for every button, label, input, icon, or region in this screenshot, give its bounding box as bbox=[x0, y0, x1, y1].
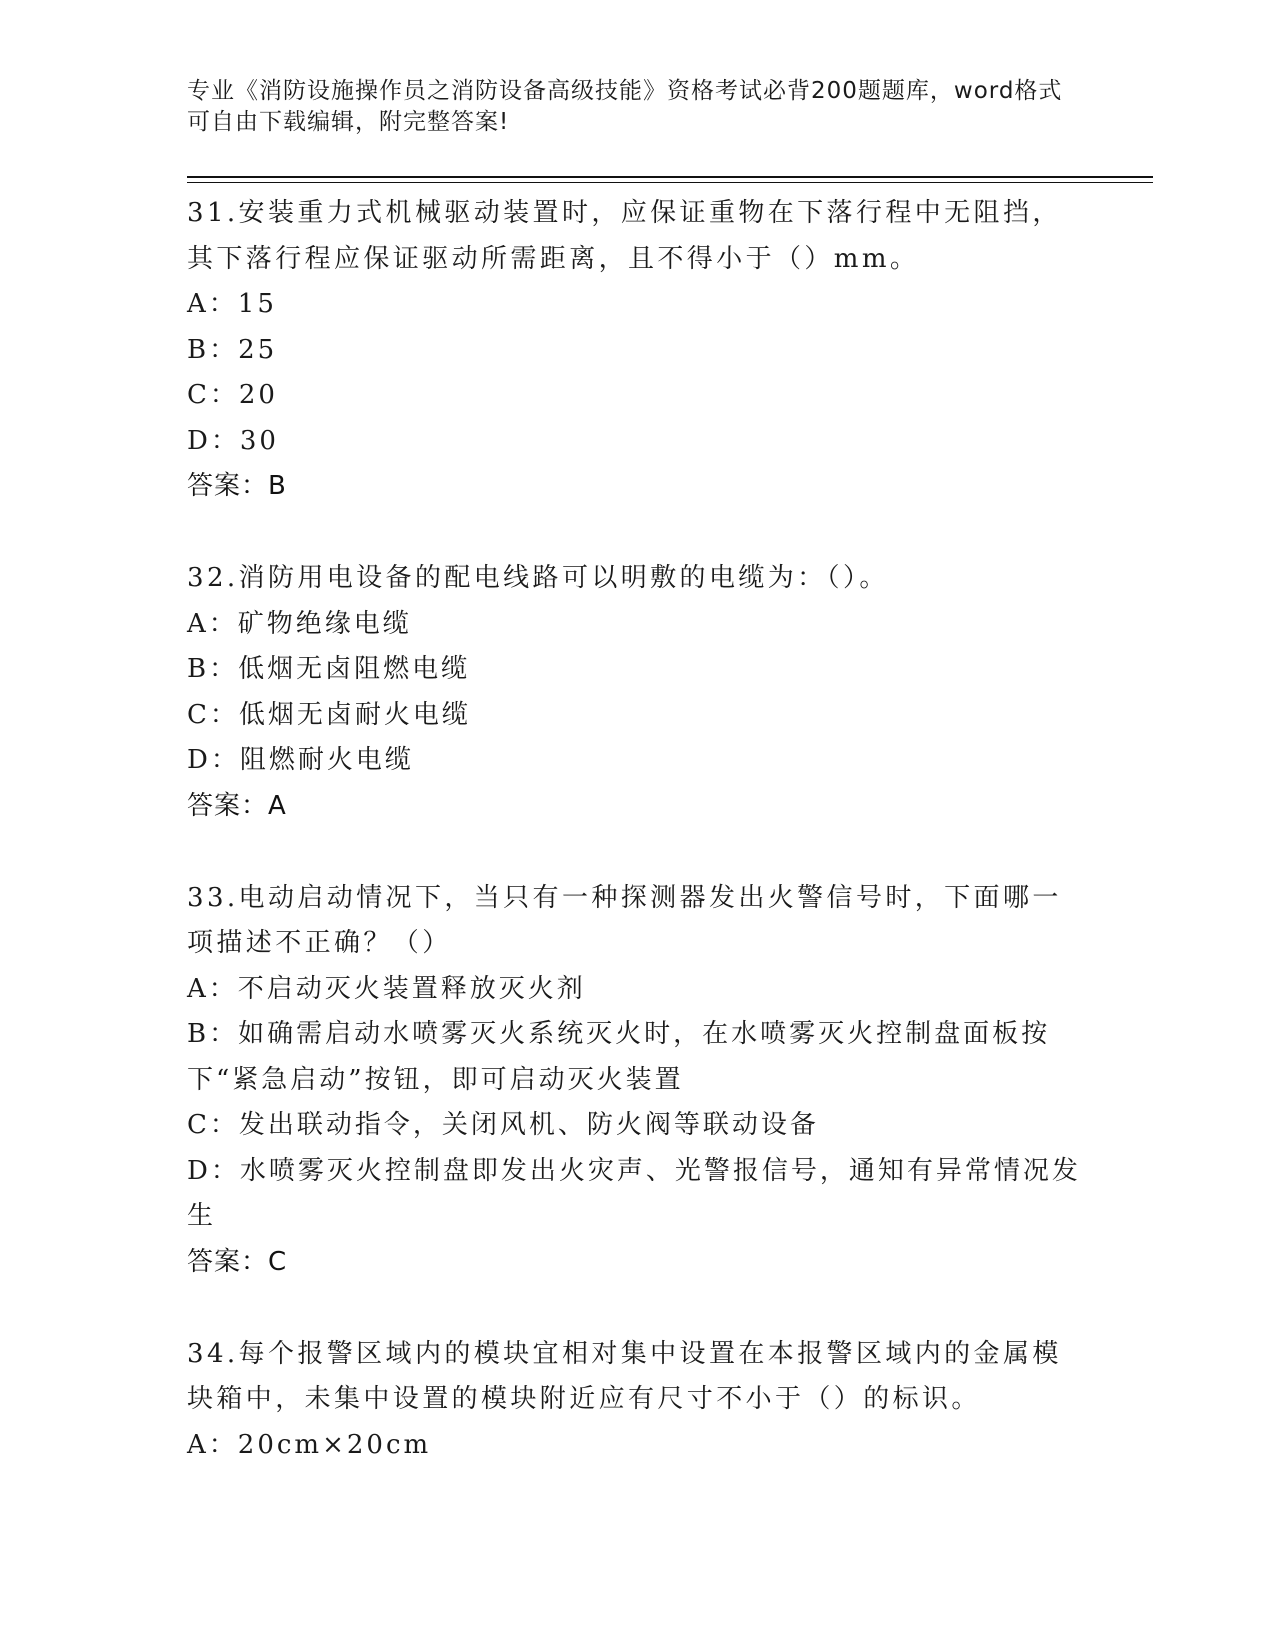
question-item bbox=[187, 876, 1087, 1285]
question-stem: 34.每个报警区域内的模块宜相对集中设置在本报警区域内的金属模块箱中，未集中设置的模块附近应有尺寸不小于（）的标识。 bbox=[187, 1338, 1062, 1414]
question-item bbox=[187, 191, 1087, 509]
header-divider-thin bbox=[187, 182, 1153, 183]
question-item bbox=[187, 1332, 1087, 1469]
option-c: C：20 bbox=[187, 380, 278, 410]
option-a: A：矿物绝缘电缆 bbox=[187, 608, 412, 639]
option-d: D：阻燃耐火电缆 bbox=[187, 745, 414, 775]
option-a: A：20cm×20cm bbox=[187, 1429, 432, 1460]
answer-line: 答案：C bbox=[187, 1246, 288, 1277]
option-c: C：发出联动指令，关闭风机、防火阀等联动设备 bbox=[187, 1110, 819, 1140]
header-divider-thick bbox=[187, 176, 1153, 178]
question-stem: 33.电动启动情况下，当只有一种探测器发出火警信号时，下面哪一项描述不正确？（） bbox=[187, 882, 1062, 958]
answer-line: 答案：A bbox=[187, 790, 287, 821]
answer-line: 答案：B bbox=[187, 471, 287, 501]
option-a: A：不启动灭火装置释放灭火剂 bbox=[187, 973, 586, 1004]
option-a: A：15 bbox=[187, 289, 277, 319]
option-b: B：低烟无卤阻燃电缆 bbox=[187, 654, 471, 684]
option-d: D：30 bbox=[187, 425, 279, 456]
question-stem: 32.消防用电设备的配电线路可以明敷的电缆为：（）。 bbox=[187, 563, 889, 593]
option-c: C：低烟无卤耐火电缆 bbox=[187, 699, 471, 730]
question-list bbox=[187, 191, 1087, 1515]
option-b: B：25 bbox=[187, 334, 278, 365]
option-b: B：如确需启动水喷雾灭火系统灭火时，在水喷雾灭火控制盘面板按下“紧急启动”按钮，即可启动灭火装置 bbox=[187, 1019, 1051, 1095]
document-header: 专业《消防设施操作员之消防设备高级技能》资格考试必背200题题库，word格式可自由下载编辑，附完整答案! bbox=[187, 78, 1063, 135]
question-item bbox=[187, 556, 1087, 829]
option-d: D：水喷雾灭火控制盘即发出火灾声、光警报信号，通知有异常情况发生 bbox=[187, 1155, 1081, 1231]
question-stem: 31.安装重力式机械驱动装置时，应保证重物在下落行程中无阻挡，其下落行程应保证驱动所需距离，且不得小于（）mm。 bbox=[187, 198, 1062, 274]
